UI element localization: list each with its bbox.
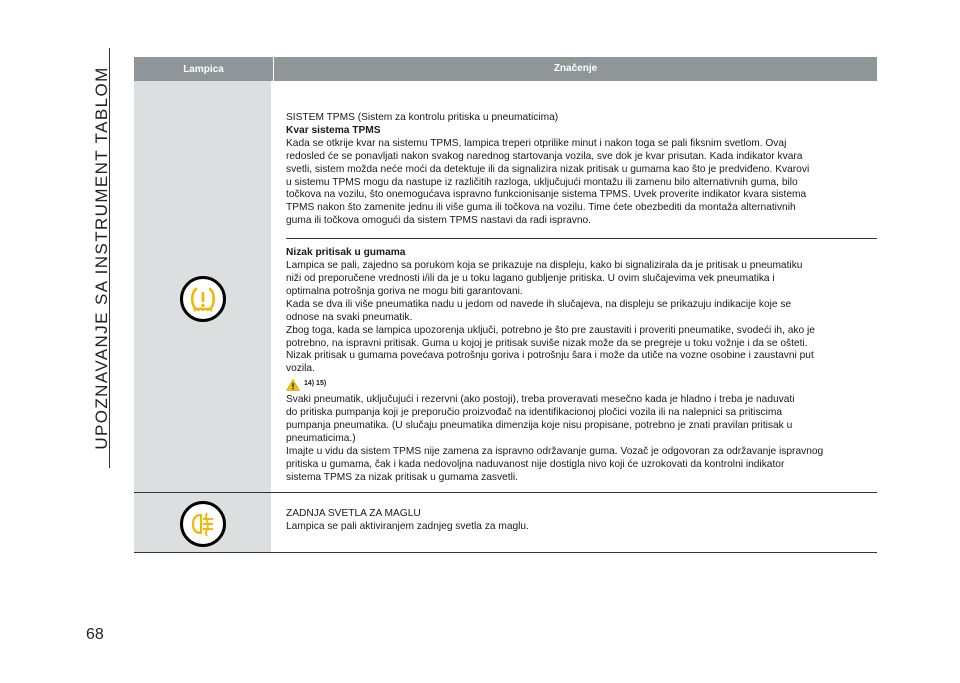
tpms-fault-heading: Kvar sistema TPMS xyxy=(286,124,381,136)
meaning-cell-tpms xyxy=(272,81,877,492)
header-lampica: Lampica xyxy=(183,63,224,75)
text-line: niži od preporučene vrednosti i/ili da je u toku lagano gubljenje pritiska. U ovim slučajevima vek pneumatika i xyxy=(286,272,775,284)
tpms-low-pressure-section xyxy=(286,239,877,492)
text-line: točkova na vozilu, što onemogućava ispravno funkcionisanje sistema TPMS. Uvek proverite indikator kvara sistema xyxy=(286,189,807,201)
text-line: pumpanja pneumatika. (U slučaju pneumatika dimenzija koje nisu propisane, potrebno je znati pravilan pritisak u xyxy=(286,419,793,431)
text-line: guma ili točkova omogući da sistem TPMS nastavi da radi ispravno. xyxy=(286,215,592,227)
warning-triangle-icon xyxy=(286,379,300,391)
table-header xyxy=(134,57,877,81)
text-line: Nizak pritisak u gumama povećava potrošnju goriva i potrošnju šara i može da utiče na vozne osobine i zaustavni put xyxy=(286,350,814,362)
text-line: pneumaticima.) xyxy=(286,432,356,444)
table-row-rear-fog xyxy=(134,493,877,553)
icon-cell-tpms xyxy=(134,81,272,492)
header-znacenje: Značenje xyxy=(273,57,877,81)
rear-fog-light-icon xyxy=(180,501,226,547)
note-numbers: 14) 15) xyxy=(304,380,327,388)
text-line: Kada se dva ili više pneumatika nadu u jedom od navede ih slučajeva, na displeju se prikazuju indikacije koje se xyxy=(286,298,792,310)
text-line: Kada se otkrije kvar na sistemu TPMS, lampica treperi otprilike minut i nakon toga se pali fiksnim svetlom. Ovaj xyxy=(286,137,787,149)
table-row-tpms xyxy=(134,81,877,493)
text-line: do pritiska pumpanja koji je preporučio proizvođač na identifikacionoj pločici vozila ili na nalepnici sa pritiscima xyxy=(286,407,783,419)
text-line: Imajte u vidu da sistem TPMS nije zamena za ispravno održavanje guma. Vozač je odgovoran za održavanje ispravnog xyxy=(286,445,824,457)
rear-fog-title: ZADNJA SVETLA ZA MAGLU xyxy=(286,508,421,520)
text-line: u sistemu TPMS mogu da nastupe iz različitih razloga, uključujući montažu ili zamenu bilo alternativnih guma, bilo xyxy=(286,176,798,188)
text-line: potrebno, na ispravni pritisak. Guma u kojoj je pritisak suviše nizak može da se pregreje u toku vožnje i da se ošteti. xyxy=(286,337,808,349)
chapter-divider xyxy=(109,48,110,468)
text-line: svetli, sistem možda neće moći da detektuje ili da signalizira nizak pritisak u gumama kao što je predviđeno. Kvarovi xyxy=(286,163,810,175)
icon-cell-rear-fog xyxy=(134,493,272,552)
text-line: pritiska u gumama, čak i kada nedovoljna naduvanost nije dostigla nivo koji će uzrokovati da kontrolni indikator xyxy=(286,458,785,470)
note-references xyxy=(286,378,877,391)
low-pressure-heading: Nizak pritisak u gumama xyxy=(286,247,406,259)
text-line: odnose na svaki pneumatik. xyxy=(286,311,413,323)
text-line: sistema TPMS za nizak pritisak u gumama zasvetli. xyxy=(286,471,518,483)
text-line: TPMS nakon što zamenite jednu ili više guma ili točkova na vozilu. Time ćete obezbediti da montaža alternativnih xyxy=(286,202,796,214)
text-line: optimalna potrošnja goriva ne mogu biti garantovani. xyxy=(286,285,523,297)
meaning-cell-rear-fog xyxy=(272,493,877,552)
tpms-title: SISTEM TPMS (Sistem za kontrolu pritiska u pneumaticima) xyxy=(286,112,559,123)
rear-fog-description: Lampica se pali aktiviranjem zadnjeg svetla za maglu. xyxy=(286,521,529,533)
tpms-fault-section xyxy=(286,81,877,239)
indicator-table xyxy=(134,57,877,553)
text-line: vozila. xyxy=(286,363,315,375)
text-line: Zbog toga, kada se lampica upozorenja uključi, potrebno je što pre zaustaviti i proveriti pneumatike, svodeći ih, ako je xyxy=(286,324,815,336)
text-line: redosled će se ponavljati nakon svakog narednog startovanja vozila, sve dok je kvar prisutan. Kada indikator kvara xyxy=(286,150,803,162)
page-number: 68 xyxy=(86,626,104,643)
chapter-title: UPOZNAVANJE SA INSTRUMENT TABLOM xyxy=(92,66,111,450)
text-line: Lampica se pali, zajedno sa porukom koja se prikazuje na displeju, kako bi signalizirala da je pritisak u pneumatiku xyxy=(286,260,803,272)
tpms-warning-icon xyxy=(180,276,226,322)
text-line: Svaki pneumatik, uključujući i rezervni (ako postoji), treba proveravati mesečno kada je hladno i treba je naduvati xyxy=(286,394,795,406)
